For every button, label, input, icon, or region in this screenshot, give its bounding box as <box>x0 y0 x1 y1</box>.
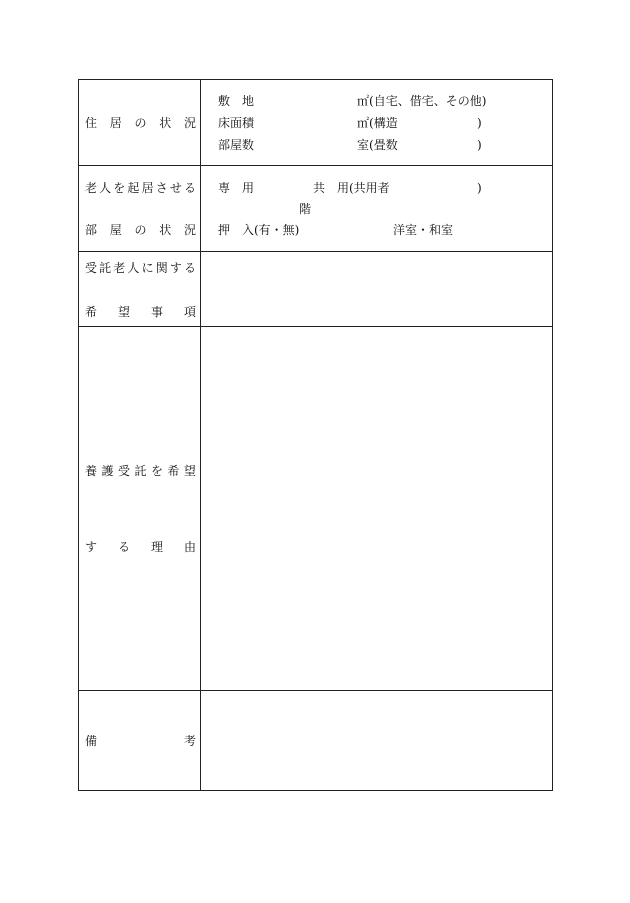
site-area-label: 敷 地 <box>218 94 255 108</box>
row-divider <box>79 165 552 166</box>
floor-area-close: ) <box>477 116 482 130</box>
reason-label-char: 希 <box>167 464 180 478</box>
wishes-label-char: る <box>183 261 196 275</box>
floor-area-label: 床面積 <box>218 116 255 130</box>
room-label-char: 人 <box>99 181 112 195</box>
row-divider <box>79 326 552 327</box>
room-label-char: 居 <box>141 181 154 195</box>
wishes-label-line2 <box>85 305 196 319</box>
room-count-label: 部屋数 <box>218 138 255 152</box>
room-label-char: を <box>113 181 126 195</box>
column-divider <box>200 80 201 790</box>
room-label-char: さ <box>155 181 168 195</box>
room-count-unit: 室(畳数 <box>357 138 398 152</box>
reason-label-char: 由 <box>183 540 196 554</box>
room-label-char: 起 <box>127 181 140 195</box>
exclusive-room: 専 用 <box>218 181 255 195</box>
wishes-label-char: 受 <box>85 261 98 275</box>
room-label-line1 <box>85 181 196 195</box>
reason-label-char: 養 <box>85 464 98 478</box>
room-label-char: 老 <box>85 181 98 195</box>
room-label-char: 況 <box>183 223 196 237</box>
wishes-label-line1 <box>85 261 196 275</box>
housing-label-char: の <box>134 116 147 130</box>
wishes-label-char: 希 <box>85 305 98 319</box>
floor-area-unit: ㎡(構造 <box>357 116 398 130</box>
room-label-char: 状 <box>159 223 172 237</box>
reason-label-char: 護 <box>101 464 114 478</box>
room-label-char: 部 <box>85 223 98 237</box>
closet: 押 入(有・無) <box>218 223 300 237</box>
wishes-label-char: 事 <box>150 305 163 319</box>
wishes-label-char: に <box>141 261 154 275</box>
row-divider <box>79 690 552 691</box>
room-label-line2 <box>85 223 196 237</box>
reason-label-char: を <box>150 464 163 478</box>
wishes-label-char: 望 <box>117 305 130 319</box>
housing-label-char: 住 <box>85 116 98 130</box>
reason-label-line1 <box>85 464 196 478</box>
wishes-label-char: 老 <box>113 261 126 275</box>
reason-label-char: 受 <box>117 464 130 478</box>
reason-label-char: 理 <box>150 540 163 554</box>
floor-level: 階 <box>299 202 312 216</box>
shared-room-close: ) <box>477 181 482 195</box>
room-count-close: ) <box>477 138 482 152</box>
housing-label <box>85 116 196 130</box>
wishes-label-char: 項 <box>183 305 196 319</box>
reason-label-char: 託 <box>134 464 147 478</box>
wishes-label-char: 人 <box>127 261 140 275</box>
housing-label-char: 状 <box>159 116 172 130</box>
reason-label-char: す <box>85 540 98 554</box>
reason-label-char: 望 <box>183 464 196 478</box>
room-type: 洋室・和室 <box>393 223 454 237</box>
reason-label-line2 <box>85 540 196 554</box>
room-label-char: 屋 <box>109 223 122 237</box>
wishes-label-char: 託 <box>99 261 112 275</box>
row-divider <box>79 251 552 252</box>
room-label-char: せ <box>169 181 182 195</box>
room-label-char: る <box>183 181 196 195</box>
housing-label-char: 居 <box>109 116 122 130</box>
reason-label-char: る <box>117 540 130 554</box>
remarks-label <box>85 734 196 748</box>
site-area-unit: ㎡(自宅、借宅、その他) <box>357 94 487 108</box>
wishes-label-char: 関 <box>155 261 168 275</box>
room-label-char: の <box>134 223 147 237</box>
remarks-label-start: 備 <box>85 734 98 748</box>
housing-label-char: 況 <box>183 116 196 130</box>
remarks-label-end: 考 <box>183 734 196 748</box>
wishes-label-char: す <box>169 261 182 275</box>
application-form-table <box>78 79 553 791</box>
shared-room: 共 用(共用者 <box>313 181 390 195</box>
